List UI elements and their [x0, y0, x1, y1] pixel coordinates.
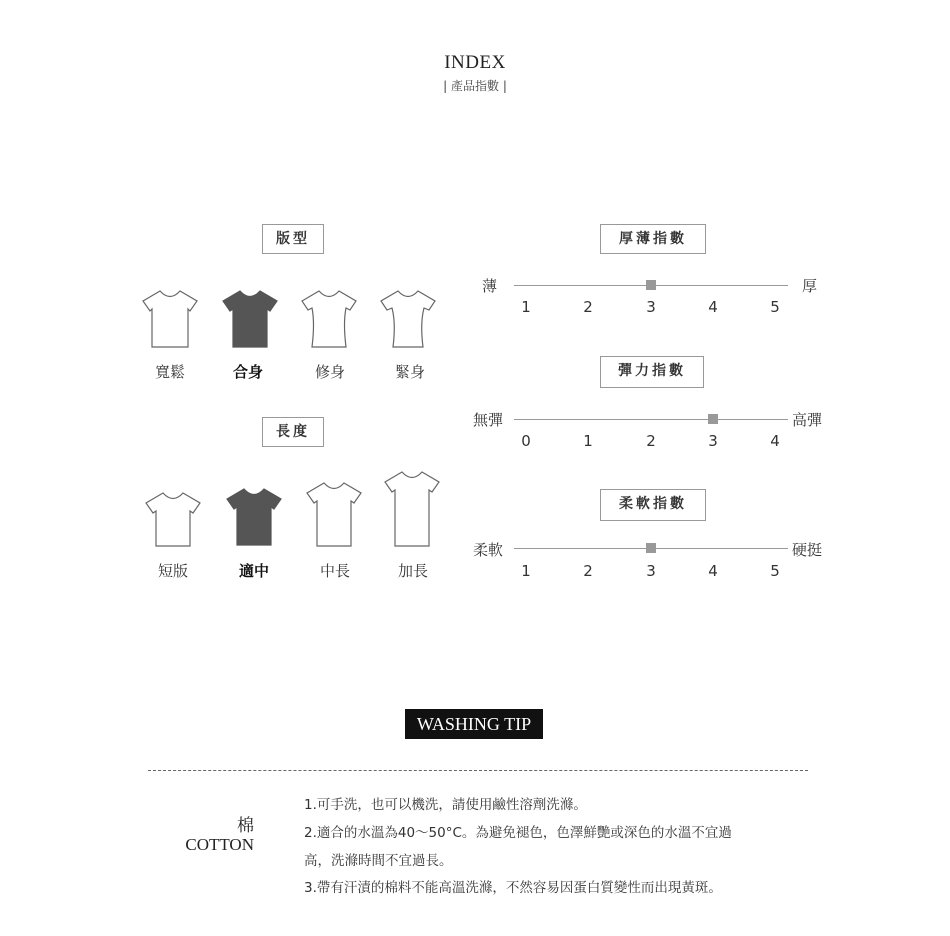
length-shirt-mid — [304, 480, 364, 552]
washing-tip-line: 高，洗滌時間不宜過長。 — [304, 853, 453, 869]
tshirt-icon — [143, 490, 203, 550]
thickness-label: 厚薄指數 — [600, 224, 706, 254]
tshirt-icon — [304, 480, 364, 548]
thickness-tick: 1 — [521, 298, 531, 316]
softness-right-label: 硬挺 — [792, 541, 823, 559]
fit-shirt-loose — [140, 288, 200, 354]
elasticity-left-label: 無彈 — [473, 411, 504, 429]
elasticity-marker — [708, 414, 718, 424]
tshirt-icon — [220, 288, 280, 350]
length-label: 長度 — [262, 417, 324, 447]
tshirt-icon — [224, 486, 284, 548]
softness-tick: 5 — [770, 562, 780, 580]
elasticity-track — [514, 419, 788, 420]
washing-tip-line: 3.帶有汗漬的棉料不能高溫洗滌，不然容易因蛋白質變性而出現黃斑。 — [304, 880, 722, 896]
fit-shirt-slim — [299, 288, 359, 354]
softness-label: 柔軟指數 — [600, 489, 706, 521]
length-shirt-regular — [224, 486, 284, 552]
fit-shirt-tight — [378, 288, 438, 354]
softness-marker — [646, 543, 656, 553]
tshirt-icon — [140, 288, 200, 350]
tshirt-icon — [378, 288, 438, 350]
elasticity-right-label: 高彈 — [792, 411, 823, 429]
elasticity-tick: 0 — [521, 432, 531, 450]
softness-tick: 2 — [583, 562, 593, 580]
thickness-marker — [646, 280, 656, 290]
length-option-regular: 適中 — [238, 562, 269, 580]
thickness-right-label: 厚 — [802, 277, 818, 295]
softness-tick: 3 — [646, 562, 656, 580]
fit-option-loose: 寬鬆 — [154, 363, 185, 381]
length-shirt-short — [143, 490, 203, 554]
elasticity-tick: 3 — [708, 432, 718, 450]
page-subtitle: | 產品指數 | — [443, 79, 507, 93]
length-shirt-long — [382, 469, 442, 553]
fit-shirt-regular — [220, 288, 280, 354]
fit-label: 版型 — [262, 224, 324, 254]
thickness-left-label: 薄 — [482, 277, 498, 295]
tshirt-icon — [299, 288, 359, 350]
softness-left-label: 柔軟 — [473, 541, 504, 559]
washing-tip-title: WASHING TIP — [405, 709, 543, 739]
fit-option-regular: 合身 — [232, 363, 263, 381]
thickness-tick: 4 — [708, 298, 718, 316]
elasticity-label: 彈力指數 — [600, 356, 704, 388]
elasticity-tick: 2 — [646, 432, 656, 450]
washing-tip-line: 1.可手洗，也可以機洗，請使用鹼性溶劑洗滌。 — [304, 797, 587, 813]
length-option-long: 加長 — [397, 562, 428, 580]
length-option-short: 短版 — [157, 562, 188, 580]
softness-tick: 1 — [521, 562, 531, 580]
elasticity-tick: 1 — [583, 432, 593, 450]
material-chinese: 棉 — [237, 816, 254, 836]
tshirt-icon — [382, 469, 442, 549]
divider — [148, 770, 808, 771]
length-option-mid: 中長 — [319, 562, 350, 580]
washing-tip-line: 2.適合的水溫為40～50°C。為避免褪色，色澤鮮艷或深色的水溫不宜過 — [304, 825, 732, 841]
page-title: INDEX — [444, 52, 506, 73]
material-english: COTTON — [185, 835, 254, 854]
elasticity-tick: 4 — [770, 432, 780, 450]
thickness-tick: 3 — [646, 298, 656, 316]
softness-tick: 4 — [708, 562, 718, 580]
thickness-tick: 2 — [583, 298, 593, 316]
fit-option-tight: 緊身 — [394, 363, 425, 381]
thickness-tick: 5 — [770, 298, 780, 316]
fit-option-slim: 修身 — [314, 363, 345, 381]
